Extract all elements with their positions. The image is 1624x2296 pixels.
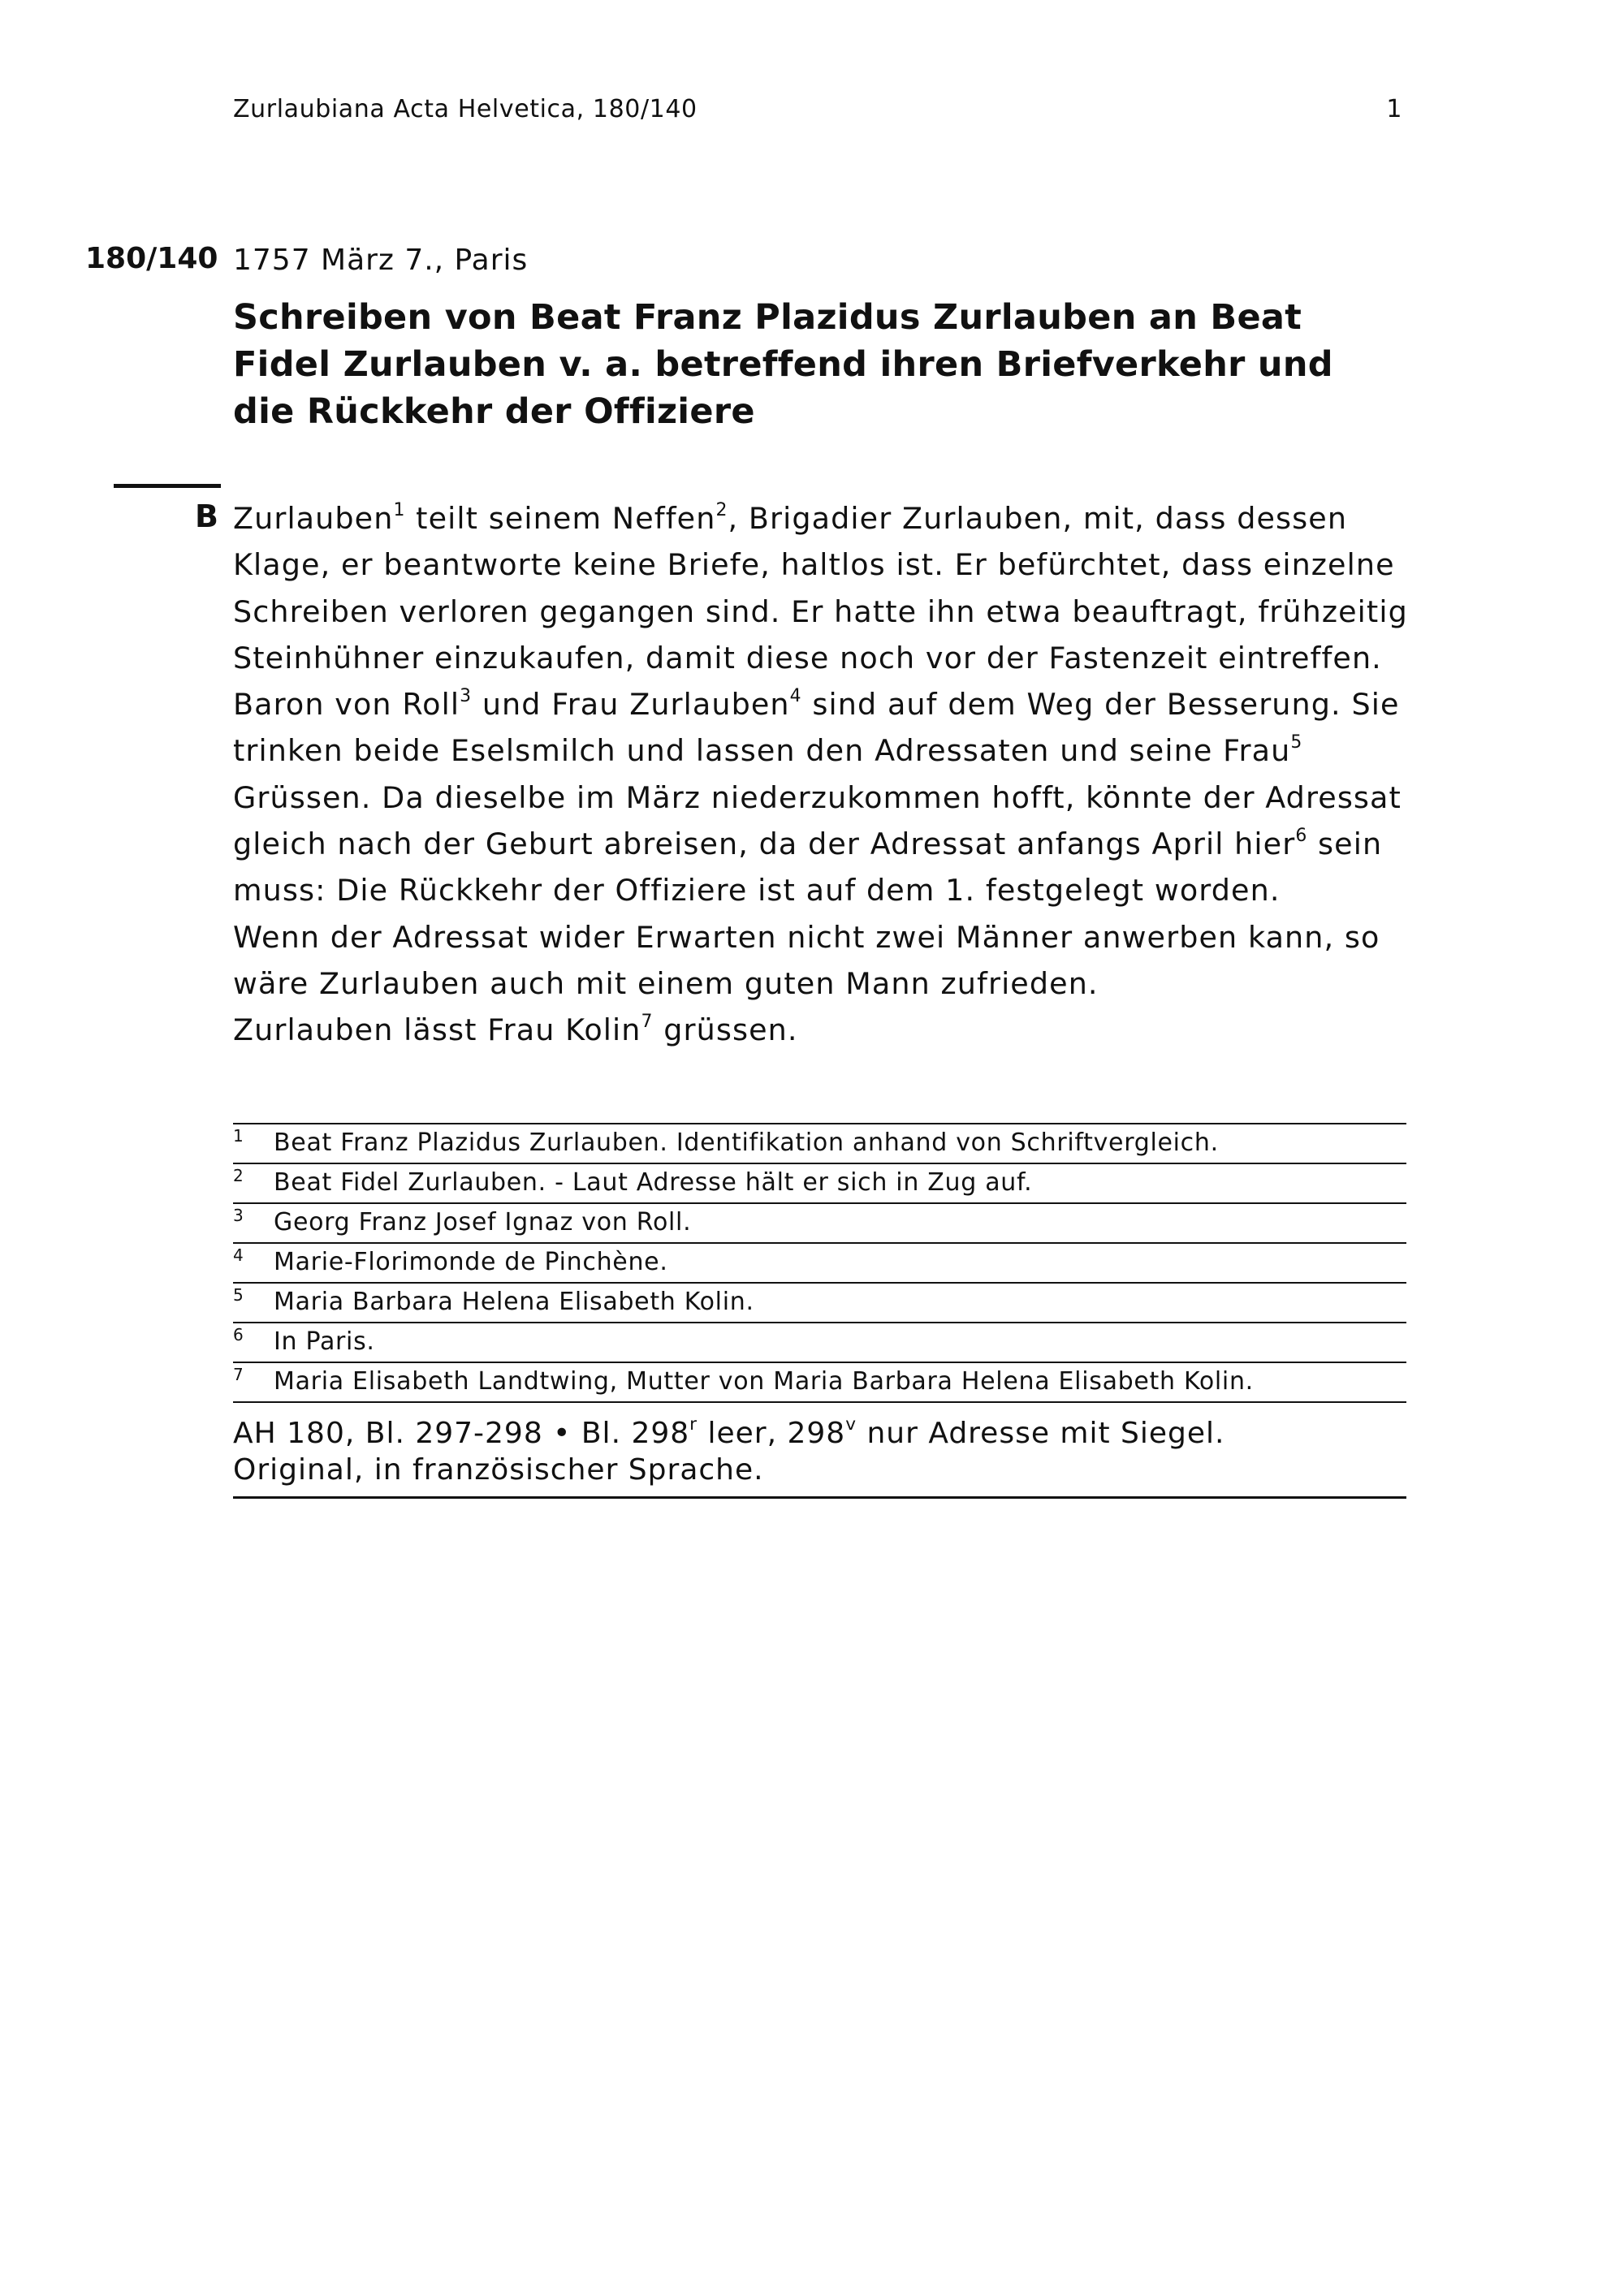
- footnote-text: Beat Franz Plazidus Zurlauben. Identifikation anhand von Schriftvergleich.: [274, 1129, 1219, 1157]
- summary-paragraph: [233, 681, 1419, 913]
- footnote: [233, 1124, 1406, 1164]
- folio-side: v: [845, 1413, 857, 1435]
- document-number: 180/140: [85, 242, 218, 275]
- footnote-ref: 3: [460, 685, 473, 706]
- source-text-run: nur Adresse mit Siegel.: [857, 1417, 1225, 1450]
- footnote: [233, 1323, 1406, 1363]
- summary-text-run: , Brigadier Zurlauben, mit, dass dessen Klage, er beantworte keine Briefe, haltlos ist. Er befürchtet, dass einzelne Schreiben verloren gegangen sind. Er hatte ihn etwa beauftragt, frühzeitig Steinhühner einzukaufen, damit diese noch vor der Fastenzeit eintreffen.: [233, 501, 1408, 675]
- footnote-number: 1: [233, 1126, 244, 1146]
- header-title: Zurlaubiana Acta Helvetica, 180/140: [233, 95, 698, 123]
- footnote-text: Marie-Florimonde de Pinchène.: [274, 1248, 668, 1276]
- source-reference: [233, 1415, 1406, 1499]
- summary-paragraph: [233, 914, 1419, 1008]
- footnote-number: 5: [233, 1285, 244, 1305]
- footnote-ref: 4: [789, 685, 802, 706]
- summary-text-run: Zurlauben lässt Frau Kolin: [233, 1012, 641, 1048]
- footnote: [233, 1164, 1406, 1204]
- footnote-text: Georg Franz Josef Ignaz von Roll.: [274, 1208, 692, 1236]
- summary-paragraph: [233, 495, 1419, 681]
- source-line: Original, in französischer Sprache.: [233, 1453, 764, 1487]
- summary-text-run: und Frau Zurlauben: [472, 687, 790, 723]
- footnote: [233, 1244, 1406, 1284]
- footnote-number: 2: [233, 1166, 244, 1185]
- section-divider: [114, 484, 221, 488]
- summary-text-run: teilt seinem Neffen: [405, 501, 716, 536]
- footnote-ref: 2: [715, 499, 728, 520]
- document-title: Schreiben von Beat Franz Plazidus Zurlauben an Beat Fidel Zurlauben v. a. betreffend ihren Briefverkehr und die Rückkehr der Offiziere: [233, 297, 1333, 432]
- footnote-text: In Paris.: [274, 1327, 375, 1356]
- summary-text: [233, 495, 1419, 1054]
- footnote-number: 7: [233, 1365, 244, 1384]
- source-line: [233, 1415, 1406, 1452]
- footnote: [233, 1284, 1406, 1323]
- section-marker: B: [195, 498, 218, 534]
- footnote-ref: 1: [393, 499, 406, 520]
- summary-text-run: sind auf dem Weg der Besserung. Sie trinken beide Eselsmilch und lassen den Adressaten und seine Frau: [233, 687, 1400, 769]
- summary-paragraph: [233, 1007, 1419, 1053]
- footnote-text: Maria Barbara Helena Elisabeth Kolin.: [274, 1288, 754, 1316]
- summary-text-run: Baron von Roll: [233, 687, 460, 723]
- footnote: [233, 1204, 1406, 1244]
- footnote: [233, 1363, 1406, 1403]
- summary-text-run: Wenn der Adressat wider Erwarten nicht zwei Männer anwerben kann, so wäre Zurlauben auch mit einem guten Mann zufrieden.: [233, 919, 1380, 1001]
- source-text-run: leer, 298: [698, 1417, 846, 1450]
- summary-text-run: Grüssen. Da dieselbe im März niederzukommen hofft, könnte der Adressat gleich nach der Geburt abreisen, da der Adressat anfangs April hier: [233, 779, 1402, 862]
- footnote-number: 6: [233, 1325, 244, 1344]
- footnotes: [233, 1123, 1406, 1403]
- summary-text-run: grüssen.: [653, 1012, 798, 1048]
- folio-side: r: [689, 1413, 698, 1435]
- summary-text-run: sein muss: Die Rückkehr der Offiziere ist auf dem 1. festgelegt worden.: [233, 826, 1383, 908]
- footnote-ref: 7: [641, 1011, 654, 1032]
- footnote-number: 3: [233, 1206, 244, 1225]
- running-header: [233, 95, 1402, 127]
- footnote-ref: 6: [1295, 825, 1308, 846]
- page-number: 1: [1386, 95, 1402, 123]
- summary-text-run: Zurlauben: [233, 501, 394, 536]
- footnote-ref: 5: [1290, 732, 1303, 753]
- footnote-text: Maria Elisabeth Landtwing, Mutter von Maria Barbara Helena Elisabeth Kolin.: [274, 1367, 1254, 1396]
- footnote-number: 4: [233, 1245, 244, 1265]
- document-date-place: 1757 März 7., Paris: [233, 244, 529, 277]
- source-text-run: AH 180, Bl. 297-298 • Bl. 298: [233, 1417, 690, 1450]
- footnote-text: Beat Fidel Zurlauben. - Laut Adresse hält er sich in Zug auf.: [274, 1168, 1033, 1197]
